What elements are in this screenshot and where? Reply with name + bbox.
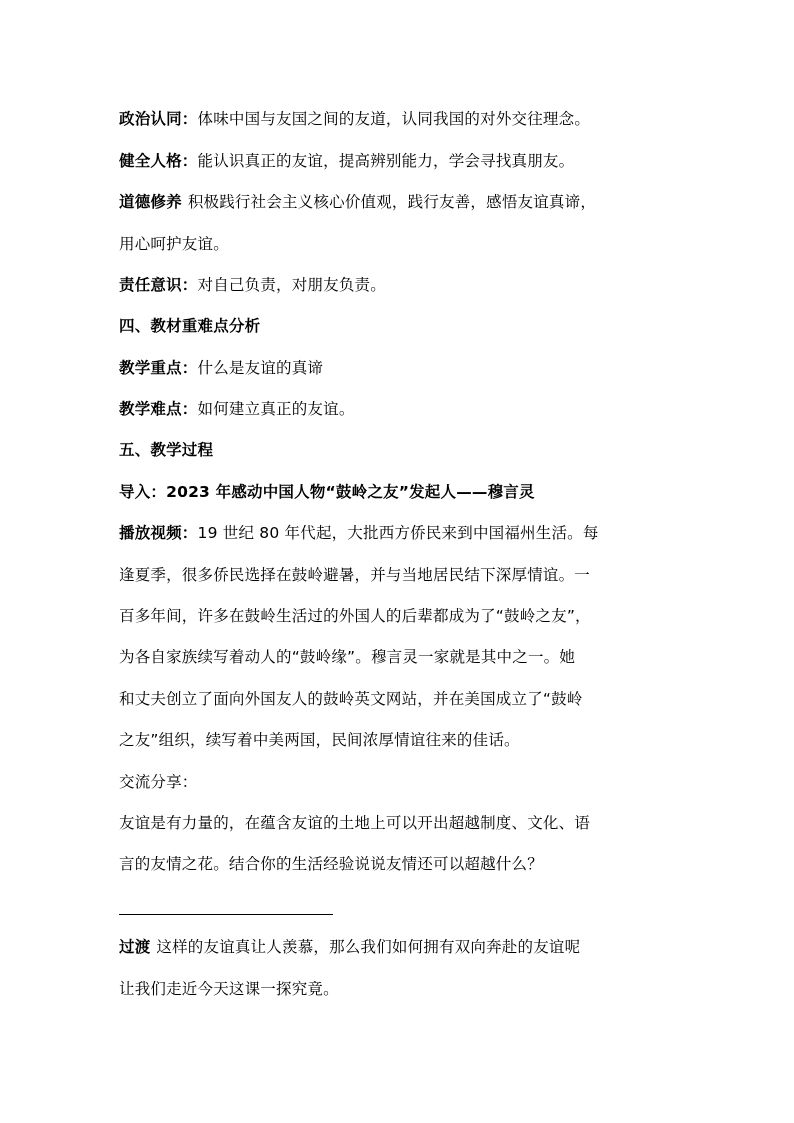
transition-line [119, 937, 580, 957]
line-text: 这样的友谊真让人羡慕，那么我们如何拥有双向奔赴的友谊呢 [156, 938, 581, 956]
line-text: 能认识真正的友谊，提高辨别能力，学会寻找真朋友。 [197, 152, 575, 170]
line-text: 用心呵护友谊。 [119, 235, 229, 253]
goal-political-identity [119, 109, 590, 129]
goal-sound-personality [119, 151, 574, 171]
line-label: 健全人格： [119, 152, 198, 170]
lead-in-heading: 导入：2023 年感动中国人物“鼓岭之友”发起人——穆言灵 [119, 483, 535, 501]
discussion-text-line: 言的友情之花。结合你的生活经验说说友情还可以超越什么？ [119, 855, 543, 873]
teaching-focus [119, 358, 323, 378]
video-paragraph-line [119, 523, 599, 543]
discussion-label: 交流分享： [119, 773, 198, 791]
line-text: 体味中国与友国之间的友道，认同我国的对外交往理念。 [197, 110, 591, 128]
line-label: 教学重点： [119, 359, 198, 377]
discussion-text-line: 友谊是有力量的，在蕴含友谊的土地上可以开出超越制度、文化、语 [119, 814, 591, 832]
teaching-difficulty [119, 399, 355, 419]
line-label: 政治认同： [119, 110, 198, 128]
transition-line-cont: 让我们走近今天这课一探究竟。 [119, 980, 339, 998]
line-label: 教学难点： [119, 400, 198, 418]
line-text: 19 世纪 80 年代起，大批西方侨民来到中国福州生活。每 [197, 524, 599, 542]
line-label: 播放视频： [119, 524, 198, 542]
video-paragraph-line: 为各自家族续写着动人的“鼓岭缘”。穆言灵一家就是其中之一。她 [119, 648, 576, 666]
answer-blank-line [119, 914, 333, 915]
line-text: 积极践行社会主义核心价值观，践行友善，感悟友谊真谛， [187, 193, 597, 211]
video-paragraph-line: 和丈夫创立了面向外国友人的鼓岭英文网站，并在美国成立了“鼓岭 [119, 690, 583, 708]
line-label: 道德修养 [119, 193, 182, 211]
line-text: 什么是友谊的真谛 [197, 359, 324, 377]
goal-responsibility [119, 275, 386, 295]
section-heading-process: 五、教学过程 [119, 441, 214, 459]
line-text: 对自己负责，对朋友负责。 [197, 276, 386, 294]
goal-moral-cultivation-cont [119, 234, 229, 254]
goal-moral-cultivation [119, 192, 596, 212]
line-label: 过渡 [119, 938, 151, 956]
video-paragraph-line: 之友”组织，续写着中美两国，民间浓厚情谊往来的佳话。 [119, 731, 520, 749]
section-heading-key-points: 四、教材重难点分析 [119, 317, 261, 335]
line-text: 如何建立真正的友谊。 [197, 400, 355, 418]
video-paragraph-line: 百多年间，许多在鼓岭生活过的外国人的后辈都成为了“鼓岭之友”， [119, 607, 591, 625]
line-label: 责任意识： [119, 276, 198, 294]
video-paragraph-line: 逢夏季，很多侨民选择在鼓岭避暑，并与当地居民结下深厚情谊。一 [119, 566, 591, 584]
